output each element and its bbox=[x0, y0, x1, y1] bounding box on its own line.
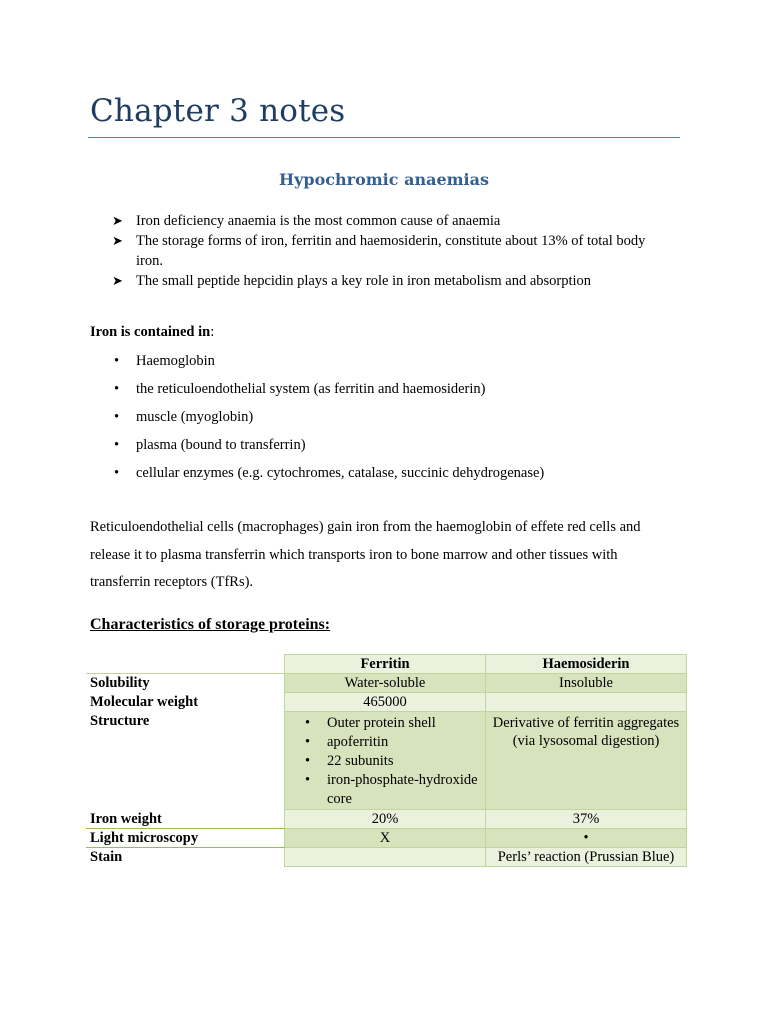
list-item-text: plasma (bound to transferrin) bbox=[136, 437, 306, 453]
list-item bbox=[112, 350, 544, 378]
table-row bbox=[86, 810, 687, 829]
row-label: Solubility bbox=[90, 675, 150, 691]
key-point-text: Iron deficiency anaemia is the most common cause of anaemia bbox=[136, 213, 501, 229]
list-item-text: cellular enzymes (e.g. cytochromes, catalase, succinic dehydrogenase) bbox=[136, 465, 545, 481]
list-item-text: Outer protein shell bbox=[327, 715, 436, 731]
bullet-icon: • bbox=[114, 465, 120, 481]
key-point bbox=[112, 231, 672, 271]
list-item bbox=[295, 771, 481, 809]
table-row bbox=[86, 848, 687, 867]
list-item-text: apoferritin bbox=[327, 734, 389, 750]
cell-haemosiderin: Perls’ reaction (Prussian Blue) bbox=[486, 848, 687, 867]
bullet-icon: • bbox=[305, 753, 311, 769]
arrow-bullet-icon: ➤ bbox=[112, 273, 123, 288]
bullet-icon: • bbox=[114, 381, 120, 397]
list-item bbox=[112, 378, 544, 406]
bullet-icon: • bbox=[305, 734, 311, 750]
iron-locations-list bbox=[112, 350, 544, 490]
chapter-title: Chapter 3 notes bbox=[90, 93, 346, 129]
bullet-icon: • bbox=[114, 409, 120, 425]
cell-haemosiderin: Insoluble bbox=[486, 674, 687, 693]
list-item-text: the reticuloendothelial system (as ferritin and haemosiderin) bbox=[136, 381, 486, 397]
bullet-icon: • bbox=[305, 715, 311, 731]
list-item bbox=[295, 733, 481, 752]
storage-proteins-table bbox=[86, 654, 687, 867]
header-haemosiderin: Haemosiderin bbox=[486, 655, 687, 674]
list-item-text: 22 subunits bbox=[327, 753, 394, 769]
iron-contained-heading bbox=[90, 324, 214, 341]
table-header-empty bbox=[86, 655, 285, 674]
table-heading: Characteristics of storage proteins: bbox=[90, 616, 331, 633]
key-point bbox=[112, 271, 672, 291]
cell-haemosiderin: • bbox=[486, 829, 687, 848]
iron-contained-label: Iron is contained in bbox=[90, 324, 211, 340]
list-item bbox=[112, 462, 544, 490]
cell-ferritin: 20% bbox=[285, 810, 486, 829]
table-row bbox=[86, 829, 687, 848]
bullet-icon: • bbox=[114, 437, 120, 453]
cell-haemosiderin: 37% bbox=[486, 810, 687, 829]
list-item bbox=[295, 714, 481, 733]
table-row bbox=[86, 712, 687, 810]
bullet-icon: • bbox=[305, 772, 311, 788]
list-item-text: muscle (myoglobin) bbox=[136, 409, 254, 425]
list-item-text: Haemoglobin bbox=[136, 353, 215, 369]
table-header-row bbox=[86, 655, 687, 674]
iron-contained-colon: : bbox=[210, 324, 215, 340]
row-label: Iron weight bbox=[86, 810, 285, 829]
row-label: Stain bbox=[90, 849, 123, 865]
header-ferritin: Ferritin bbox=[285, 655, 486, 674]
key-point bbox=[112, 211, 672, 231]
row-label: Structure bbox=[90, 712, 150, 729]
list-item bbox=[295, 752, 481, 771]
row-label: Molecular weight bbox=[90, 693, 199, 710]
table-row bbox=[86, 693, 687, 712]
list-item bbox=[112, 434, 544, 462]
cell-ferritin bbox=[285, 712, 486, 810]
bullet-icon: • bbox=[114, 353, 120, 369]
arrow-bullet-icon: ➤ bbox=[112, 233, 123, 248]
key-point-text: The small peptide hepcidin plays a key role in iron metabolism and absorption bbox=[136, 273, 592, 289]
title-underline bbox=[88, 137, 680, 138]
table-row bbox=[86, 674, 687, 693]
cell-ferritin: 465000 bbox=[285, 693, 486, 712]
body-paragraph: Reticuloendothelial cells (macrophages) gain iron from the haemoglobin of effete red cells and release it to plasma transferrin which transports iron to bone marrow and other tissues with transferrin receptors (TfRs). bbox=[90, 519, 641, 590]
cell-haemosiderin: Derivative of ferritin aggregates (via lysosomal digestion) bbox=[486, 712, 687, 810]
row-label: Light microscopy bbox=[86, 829, 285, 848]
cell-haemosiderin bbox=[486, 693, 687, 712]
ferritin-structure-list bbox=[289, 714, 481, 809]
cell-ferritin: Water-soluble bbox=[285, 674, 486, 693]
list-item bbox=[112, 406, 544, 434]
arrow-bullet-icon: ➤ bbox=[112, 213, 123, 228]
cell-ferritin: X bbox=[285, 829, 486, 848]
key-points-list bbox=[112, 211, 672, 291]
list-item-text: iron-phosphate-hydroxide core bbox=[327, 772, 478, 807]
key-point-text: The storage forms of iron, ferritin and haemosiderin, constitute about 13% of total body iron. bbox=[136, 233, 646, 269]
cell-ferritin bbox=[285, 848, 486, 867]
section-heading: Hypochromic anaemias bbox=[279, 170, 489, 189]
